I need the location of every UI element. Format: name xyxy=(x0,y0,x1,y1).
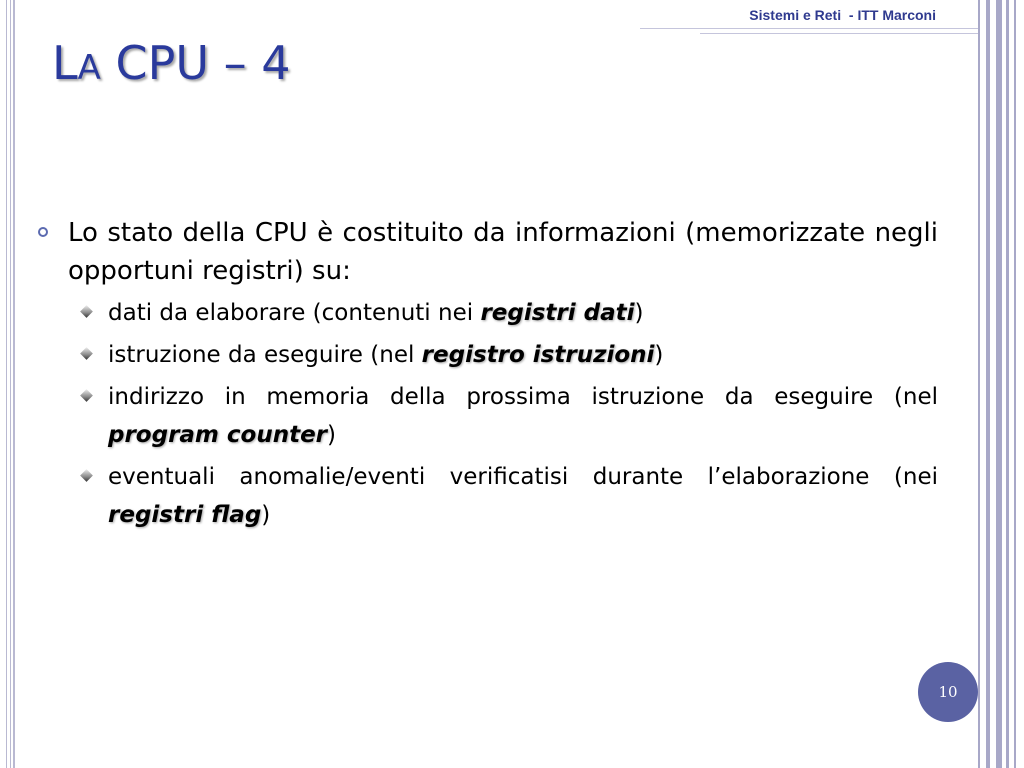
diamond-bullet-icon xyxy=(80,305,93,318)
sub-bullet-emphasis: registri flag xyxy=(108,502,262,528)
slide-content xyxy=(38,214,938,534)
left-border-line xyxy=(6,0,7,768)
diamond-bullet-icon xyxy=(80,347,93,360)
bullet-main-text: Lo stato della CPU è costituito da informazioni (memorizzate negli opportuni registri) su: xyxy=(68,218,938,286)
left-border-line xyxy=(13,0,15,768)
course-header: Sistemi e Reti - ITT Marconi xyxy=(749,7,936,23)
title-rest: CPU – 4 xyxy=(100,36,291,90)
diamond-bullet-icon xyxy=(80,469,93,482)
header-rule xyxy=(700,33,978,34)
sub-bullet-text: eventuali anomalie/eventi verificatisi durante l’elaborazione (nei xyxy=(108,464,938,490)
right-border-line xyxy=(978,0,980,768)
right-border-line xyxy=(1006,0,1009,768)
diamond-bullet-icon xyxy=(80,389,93,402)
sub-bullet xyxy=(38,458,938,534)
left-border-line xyxy=(10,0,11,768)
page-number: 10 xyxy=(938,683,958,701)
sub-bullet-text: indirizzo in memoria della prossima istruzione da eseguire (nel xyxy=(108,384,938,410)
sub-bullet-text-end: ) xyxy=(261,502,271,528)
title-prefix: L xyxy=(52,36,78,90)
sub-bullet xyxy=(38,336,938,374)
circle-bullet-icon xyxy=(38,227,48,237)
slide-title xyxy=(52,36,291,90)
sub-bullet-text-end: ) xyxy=(327,422,337,448)
sub-bullet-text: istruzione da eseguire (nel xyxy=(108,342,422,368)
sub-bullet-text-end: ) xyxy=(634,300,644,326)
sub-bullet xyxy=(38,294,938,332)
right-border-line xyxy=(986,0,990,768)
sub-bullet-emphasis: program counter xyxy=(108,422,328,448)
title-smallcaps: A xyxy=(77,48,101,88)
sub-bullet-emphasis: registri dati xyxy=(480,300,635,326)
bullet-main xyxy=(38,214,938,290)
sub-bullet xyxy=(38,378,938,454)
right-border-line xyxy=(996,0,1002,768)
sub-bullet-text: dati da elaborare (contenuti nei xyxy=(108,300,481,326)
header-rule xyxy=(640,28,978,29)
sub-bullet-emphasis: registro istruzioni xyxy=(421,342,655,368)
page-number-badge xyxy=(918,662,978,722)
right-border-line xyxy=(1014,0,1016,768)
sub-bullet-text-end: ) xyxy=(654,342,664,368)
